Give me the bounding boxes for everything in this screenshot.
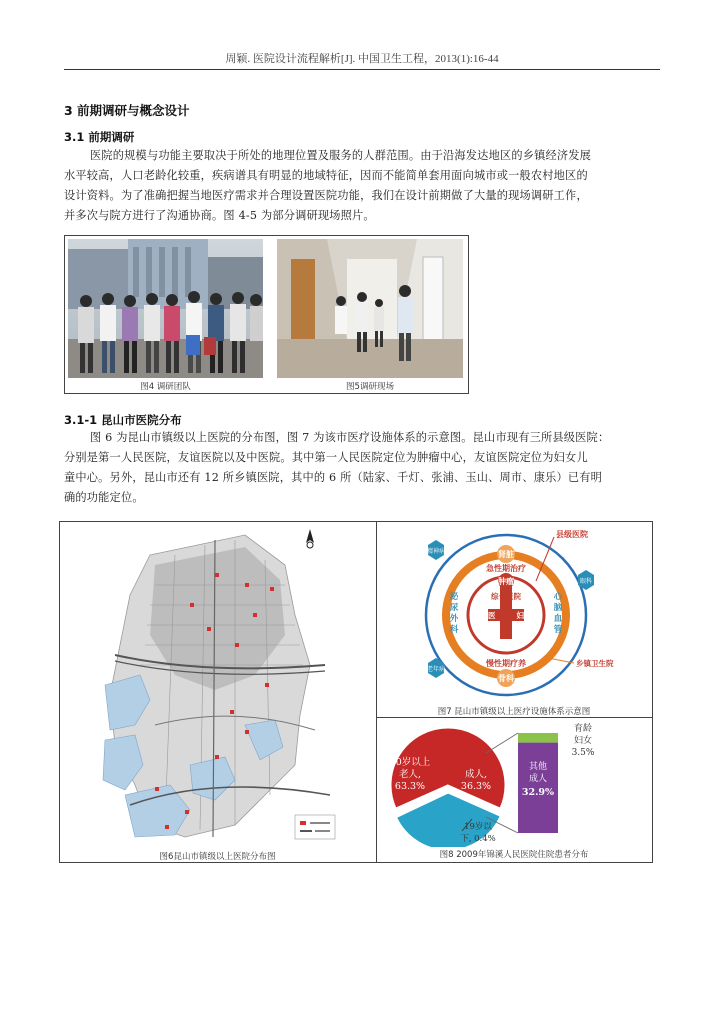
- pie-label: 老人,: [398, 769, 422, 780]
- pie-label: 成人: [528, 774, 548, 784]
- hex-label-bl: 老年病: [426, 666, 446, 673]
- pie-label: 其他: [528, 762, 548, 772]
- subsection-title-3-1: 3.1 前期调研: [64, 130, 135, 144]
- fig5-caption: 图5调研现场: [346, 382, 394, 392]
- running-header: 周颖. 医院设计流程解析[J]. 中国卫生工程，2013(1):16-44: [225, 53, 499, 65]
- para-line: 并多次与院方进行了沟通协商。图 4-5 为部分调研现场照片。: [64, 209, 375, 222]
- tcm-label: 中医: [480, 611, 496, 620]
- vertical-char: 脑: [553, 603, 563, 613]
- vertical-char: 外: [449, 614, 459, 624]
- pie-label: 3.5%: [571, 748, 595, 758]
- pie-chart-svg: [378, 719, 650, 847]
- para-line: 童中心。另外，昆山市还有 12 所乡镇医院，其中的 6 所（陆家、千灯、张浦、玉山、周市、康乐）已有明: [64, 471, 603, 484]
- center-title-label: 综合医院: [491, 592, 521, 601]
- pie-label: 成人,: [464, 769, 488, 780]
- tumor-label: 肿瘤: [498, 577, 514, 586]
- research-team-photo: [68, 239, 263, 378]
- paragraph-3-1-1: [64, 428, 664, 508]
- pie-label: 下, 0.4%: [460, 834, 496, 844]
- figure-divider-horizontal: [376, 717, 652, 718]
- connector-line: [486, 733, 518, 753]
- figure-divider-vertical: [376, 521, 377, 863]
- hex-label-tl: 精神病: [426, 548, 446, 555]
- acute-label: 急性期治疗: [486, 564, 526, 573]
- pie-label: 60岁以上: [389, 757, 431, 768]
- photo-figure-box: [64, 235, 469, 394]
- urology-vertical-label: [449, 591, 459, 635]
- pie-label: 育龄: [573, 724, 593, 734]
- header-rule: [64, 69, 660, 70]
- research-site-photo: [277, 239, 463, 378]
- paragraph-3-1: [64, 146, 664, 226]
- pie-label: 19岁以: [464, 822, 492, 832]
- hex-label-r: 眼科: [579, 578, 593, 585]
- hospital-distribution-map: [95, 525, 340, 847]
- town-clinic-label: 乡镇卫生院: [576, 659, 614, 668]
- patient-distribution-chart: [378, 719, 650, 859]
- para-line: 水平较高，人口老龄化较重，疾病谱具有明显的地域特征，因而不能简单套用面向城市或一般农村地区的: [64, 169, 588, 182]
- pie-label: 36.3%: [460, 781, 492, 792]
- vertical-char: 泌: [449, 592, 459, 602]
- maternal-label: 妇幼: [516, 611, 532, 620]
- pie-label: 32.9%: [521, 787, 555, 798]
- para-line: 图 6 为昆山市镇级以上医院的分布图，图 7 为该市医疗设施体系的示意图。昆山市现有三所县级医院：: [90, 431, 610, 444]
- pie-label: 63.3%: [394, 781, 426, 792]
- vertical-char: 科: [449, 625, 459, 635]
- para-line: 分别是第一人民医院，友谊医院以及中医院。其中第一人民医院定位为肿瘤中心，友谊医院定位为妇女儿: [64, 451, 588, 464]
- fig7-caption: 图7 昆山市镇级以上医疗设施体系示意图: [437, 707, 591, 717]
- breakdown-segment: [518, 733, 558, 743]
- bone-label: 骨科: [498, 674, 514, 683]
- para-line: 确的功能定位。: [64, 491, 144, 504]
- kidney-label: 肾脏: [498, 550, 514, 559]
- vertical-char: 管: [553, 625, 563, 635]
- county-hospital-label: 县级医院: [556, 530, 588, 539]
- section-title: 3 前期调研与概念设计: [64, 103, 190, 118]
- chronic-label: 慢性期疗养: [486, 659, 526, 668]
- vertical-char: 血: [553, 614, 563, 624]
- medical-system-diagram: [378, 523, 650, 716]
- vertical-char: 尿: [449, 603, 459, 613]
- fig4-caption: 图4 调研团队: [140, 382, 191, 392]
- para-line: 医院的规模与功能主要取决于所处的地理位置及服务的人群范围。由于沿海发达地区的乡镇经济发展: [90, 149, 592, 162]
- pie-label: 妇女: [573, 736, 593, 746]
- cardio-vertical-label: [553, 591, 563, 635]
- fig6-caption: 图6昆山市镇级以上医院分布图: [159, 852, 276, 862]
- fig8-caption: 图8 2009年锦溪人民医院住院患者分布: [439, 850, 589, 860]
- vertical-char: 心: [553, 592, 563, 602]
- subsection-title-3-1-1: 3.1-1 昆山市医院分布: [64, 413, 182, 427]
- para-line: 设计资料。为了准确把握当地医疗需求并合理设置医院功能，我们在设计前期做了大量的现场调研工作，: [64, 189, 588, 202]
